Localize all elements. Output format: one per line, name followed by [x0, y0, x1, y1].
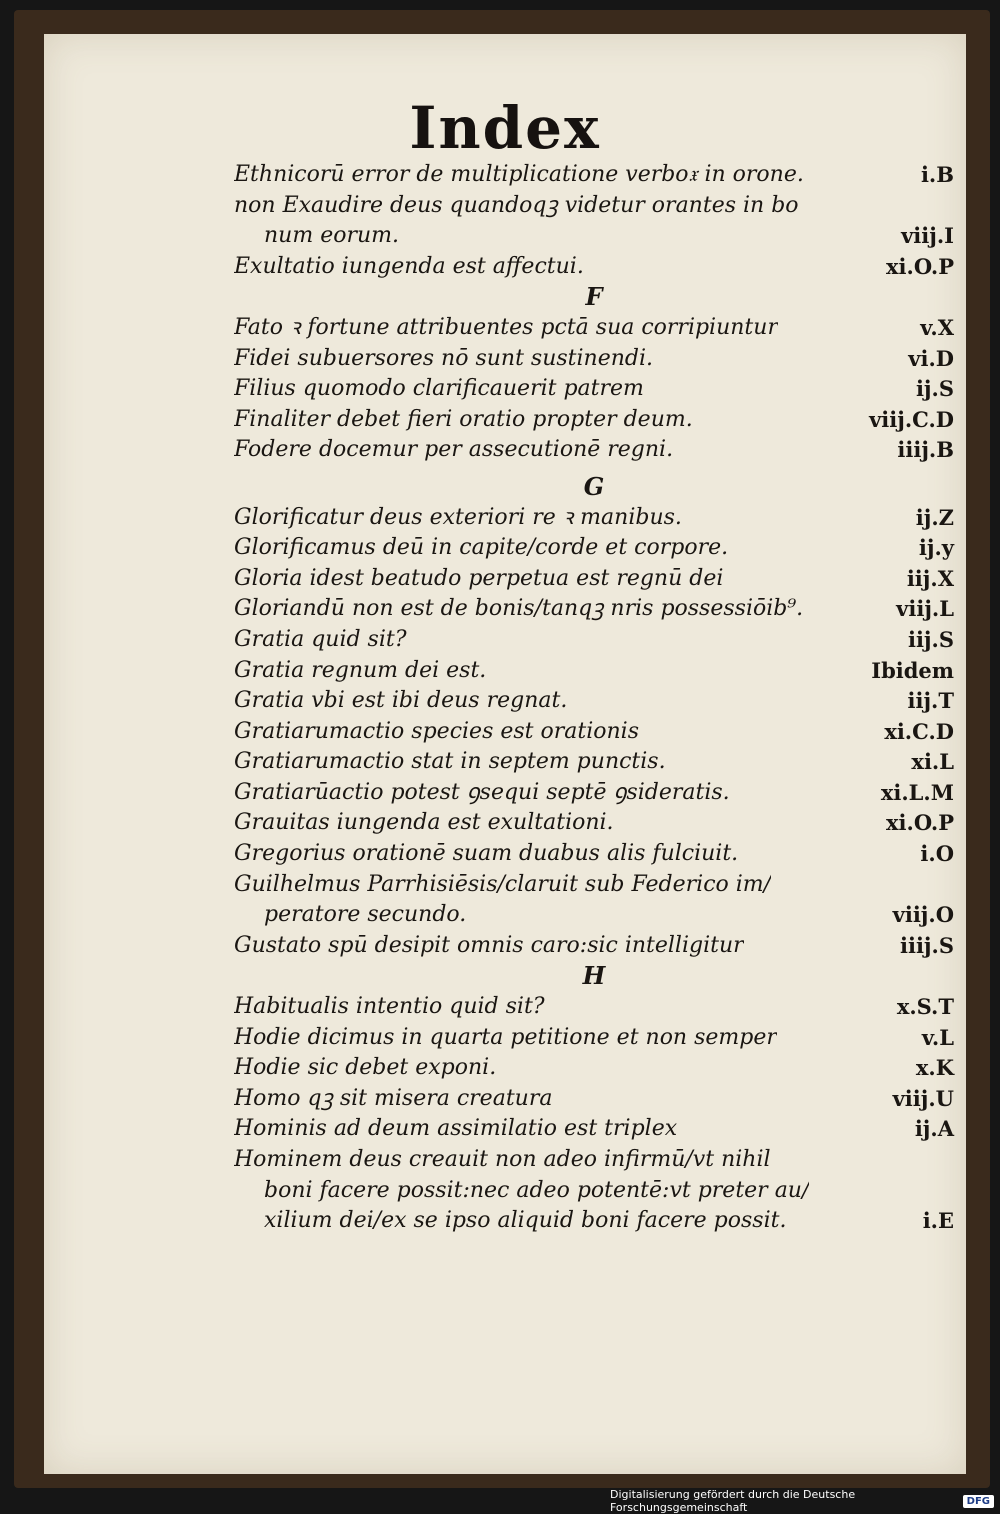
entry-reference: iiij.B [897, 437, 954, 463]
entry-reference: viij.O [892, 902, 954, 928]
entry-reference: i.B [920, 162, 954, 187]
index-entry [234, 1206, 954, 1237]
entry-reference: ij.S [915, 376, 954, 402]
index-entry [234, 656, 954, 687]
entry-text: Guilhelmus Parrhisiēsis/claruit sub Federico im/ [234, 871, 772, 897]
entry-text: Hominem deus creauit non adeo infirmū/vt nihil [234, 1147, 771, 1172]
entry-reference: i.O [920, 841, 954, 867]
entry-text: Gratiarumactio species est orationis [234, 718, 639, 744]
footer [610, 1490, 1000, 1512]
entry-reference: ij.y [918, 535, 954, 561]
entry-text: Habitualis intentio quid sit? [234, 994, 545, 1020]
entry-text: boni facere possit:nec adeo potentē:vt preter au/ [264, 1177, 810, 1203]
entry-reference: ij.A [914, 1116, 954, 1142]
index-entry [234, 533, 954, 564]
index-entry [234, 1145, 954, 1176]
index-entry [234, 992, 954, 1023]
index-entry [234, 839, 954, 870]
index-entry [234, 778, 954, 809]
entry-text: Glorificamus deū in capite/corde et corpore. [234, 535, 729, 561]
index-entry [234, 1176, 954, 1207]
entry-text: Hominis ad deum assimilatio est triplex [234, 1116, 678, 1142]
index-entry [234, 1053, 954, 1084]
entry-reference: ij.Z [915, 504, 954, 530]
index-entry [234, 405, 954, 436]
entry-text: Hodie sic debet exponi. [234, 1055, 497, 1081]
entry-text: Gratia vbi est ibi deus regnat. [234, 688, 568, 714]
index-entry [234, 931, 954, 962]
index-entry [234, 747, 954, 778]
entry-text: Finaliter debet fieri oratio propter deum. [234, 406, 693, 432]
footer-credit: Digitalisierung gefördert durch die Deutsche Forschungsgemeinschaft [610, 1488, 856, 1514]
entry-reference: xi.L [911, 749, 954, 775]
entry-reference: iij.S [907, 626, 954, 652]
entry-reference: v.X [920, 314, 954, 340]
section-letter: G [583, 471, 605, 501]
entry-text: Filius quomodo clarificauerit patrem [234, 376, 644, 402]
entry-text: Gregorius orationē suam duabus alis fulciuit. [234, 841, 739, 867]
entry-text: Gratiarūactio potest ꝯsequi septē ꝯsideratis. [234, 779, 730, 805]
index-entry [234, 625, 954, 656]
index-entry [234, 686, 954, 717]
entry-text: Fidei subuersores nō sunt sustinendi. [234, 345, 653, 371]
index-entry [234, 503, 954, 534]
entry-text: Fodere docemur per assecutionē regni. [234, 437, 674, 463]
entry-reference: i.E [922, 1208, 954, 1234]
entry-reference: xi.C.D [884, 718, 954, 744]
entry-text: Gratia regnum dei est. [234, 657, 487, 683]
entry-reference: viij.I [901, 223, 954, 249]
entry-text: xilium dei/ex se ipso aliquid boni facere possit. [264, 1208, 787, 1234]
entry-reference: vi.D [908, 345, 954, 371]
page-heading: Index [409, 94, 601, 162]
entry-text: Grauitas iungenda est exultationi. [234, 810, 614, 836]
index-entries [234, 160, 954, 1237]
entry-text: Gustato spū desipit omnis caro:sic intelligitur [234, 932, 744, 958]
index-entry [234, 870, 954, 901]
index-entry [234, 344, 954, 375]
index-entry [234, 594, 954, 625]
section-letter: H [582, 961, 606, 991]
entry-reference: xi.L.M [880, 779, 954, 805]
index-entry [234, 160, 954, 191]
entry-reference: viij.C.D [869, 406, 954, 432]
entry-text: Exultatio iungenda est affectui. [234, 253, 584, 279]
entry-text: Gratia quid sit? [234, 626, 407, 652]
entry-reference: iij.T [907, 688, 954, 714]
index-entry [234, 221, 954, 252]
entry-reference: x.S.T [896, 994, 954, 1020]
index-entry [234, 564, 954, 595]
entry-reference: iiij.S [899, 932, 954, 958]
entry-reference: xi.O.P [886, 253, 954, 279]
entry-reference: xi.O.P [886, 810, 954, 836]
entry-text: Gloriandū non est de bonis/tanqꝫ nris possessiōib⁹. [234, 596, 804, 622]
entry-text: Homo qꝫ sit misera creatura [234, 1085, 553, 1111]
index-entry [234, 1114, 954, 1145]
index-entry [234, 717, 954, 748]
entry-text: Gratiarumactio stat in septem punctis. [234, 749, 666, 775]
index-entry [234, 1084, 954, 1115]
entry-text: non Exaudire deus quandoqꝫ videtur orantes in bo [234, 192, 799, 218]
entry-reference: viij.L [896, 596, 954, 622]
entry-text: Ethnicorū error de multiplicatione verbo𝔵 in orone. [234, 162, 804, 187]
entry-reference: viij.U [892, 1085, 954, 1111]
entry-text: Glorificatur deus exteriori re ꝛ manibus. [234, 504, 682, 530]
entry-text: peratore secundo. [264, 902, 467, 928]
index-entry [234, 1023, 954, 1054]
index-entry [234, 374, 954, 405]
book-page [44, 34, 966, 1474]
entry-text: Hodie dicimus in quarta petitione et non semper [234, 1024, 777, 1050]
section-letter: F [585, 282, 603, 312]
entry-text: Gloria idest beatudo perpetua est regnū dei [234, 565, 724, 591]
entry-text: num eorum. [264, 223, 399, 249]
index-entry [234, 191, 954, 222]
entry-reference: x.K [915, 1055, 954, 1081]
index-entry [234, 252, 954, 283]
dfg-logo: DFG [963, 1495, 994, 1508]
index-entry [234, 900, 954, 931]
index-entry [234, 808, 954, 839]
entry-reference: v.L [921, 1024, 954, 1050]
index-entry [234, 435, 954, 466]
entry-text: Fato ꝛ fortune attribuentes pctā sua corripiuntur [234, 314, 778, 340]
entry-reference: Ibidem [871, 657, 954, 683]
entry-reference: iij.X [906, 565, 954, 591]
index-entry [234, 313, 954, 344]
